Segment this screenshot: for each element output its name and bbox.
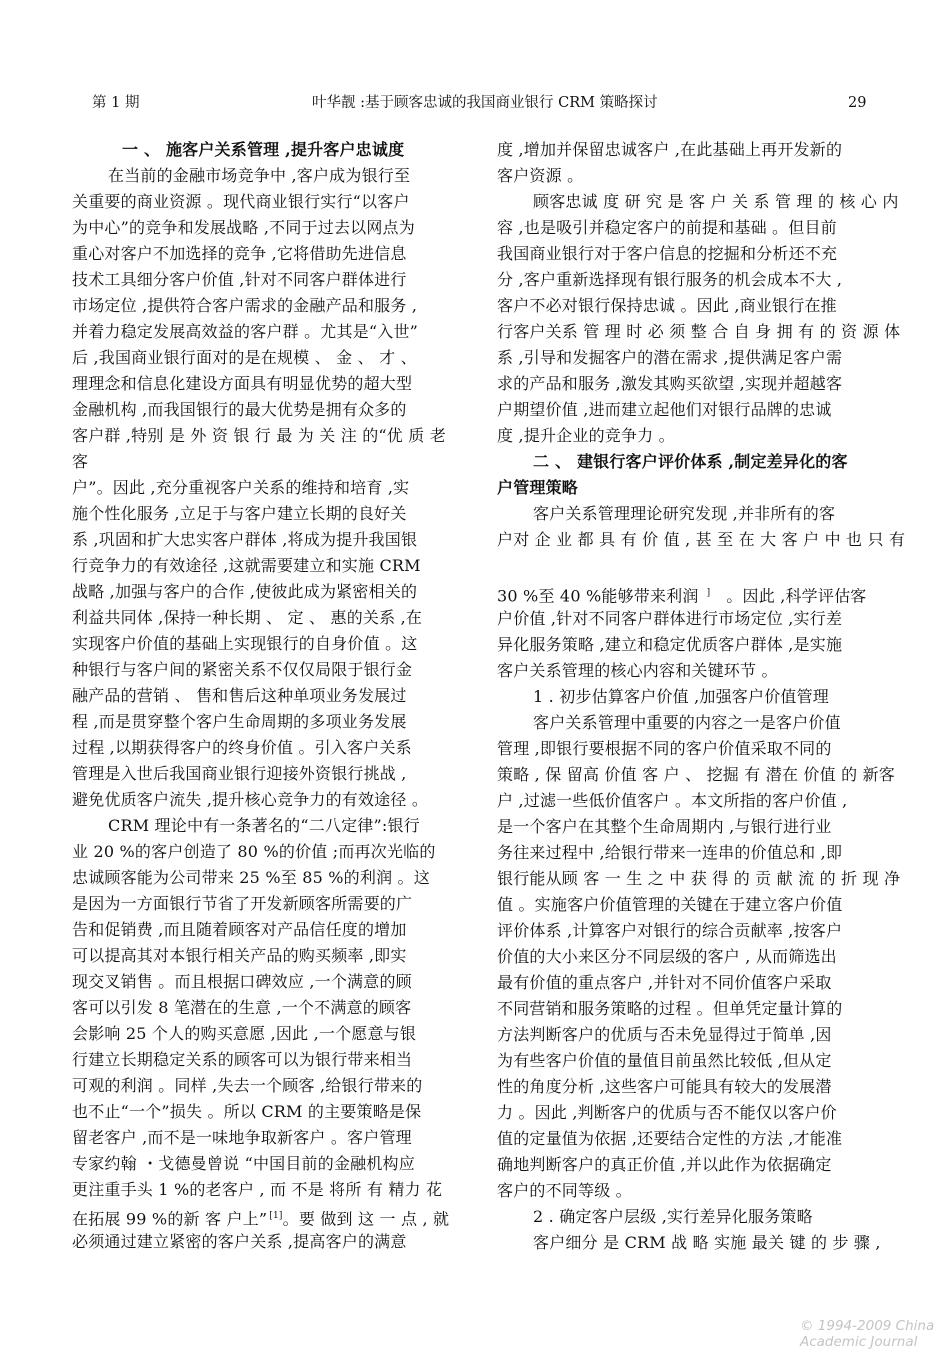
- paragraph-line: 市场定位 ,提供符合客户需求的金融产品和服务 ,: [72, 296, 418, 315]
- paragraph-line: 容 ,也是吸引并稳定客户的前提和基础 。但目前: [497, 218, 837, 237]
- paragraph-line: 并着力稳定发展高效益的客户群 。尤其是“入世”: [72, 322, 419, 341]
- paragraph-line: 后 ,我国商业银行面对的是在规模 、 金 、 才 、: [72, 348, 417, 367]
- paragraph-line: 力 。因此 ,判断客户的优质与否不能仅以客户价: [497, 1103, 837, 1122]
- paragraph-line: 程 ,而是贯穿整个客户生命周期的多项业务发展: [72, 712, 407, 731]
- section-heading-2: 二 、 建银行客户评价体系 ,制定差异化的客: [533, 452, 848, 471]
- section-heading-2-cont: 户管理策略: [497, 478, 579, 497]
- paragraph-line: 必须通过建立紧密的客户关系 ,提高客户的满意: [72, 1232, 407, 1251]
- paragraph-line: 异化服务策略 ,建立和稳定优质客户群体 ,是实施: [497, 635, 843, 654]
- paragraph-line: 客户关系管理的核心内容和关键环节 。: [497, 661, 778, 680]
- issue-label: 第 1 期: [92, 95, 140, 111]
- line-text: 。要 做到 这 一 点 , 就: [282, 1209, 450, 1229]
- paragraph-line: 我国商业银行对于客户信息的挖掘和分析还不充: [497, 244, 838, 263]
- paragraph-line: 策略 , 保 留高 价值 客 户 、 挖掘 有 潜在 价值 的 新客: [497, 765, 896, 784]
- paragraph-line: 实现客户价值的基础上实现银行的自身价值 。这: [72, 634, 418, 653]
- paragraph-line: 不同营销和服务策略的过程 。但单凭定量计算的: [497, 999, 843, 1018]
- paragraph-line: 专家约翰 ・戈德曼曾说 “中国目前的金融机构应: [72, 1154, 415, 1173]
- paragraph-line: 过程 ,以期获得客户的终身价值 。引入客户关系: [72, 738, 412, 757]
- paragraph-line: 户价值 ,针对不同客户群体进行市场定位 ,实行差: [497, 609, 843, 628]
- section-heading-1: 一 、 施客户关系管理 ,提升客户忠诚度: [122, 140, 405, 159]
- paragraph-line: 为中心”的竞争和发展战略 ,不同于过去以网点为: [72, 218, 415, 237]
- line-text: 30 %至 40 %能够带来利润: [497, 586, 699, 606]
- paragraph-line: 利益共同体 ,保持一种长期 、 定 、 惠的关系 ,在: [72, 608, 423, 627]
- paragraph-line: 客户关系管理理论研究发现 ,并非所有的客: [533, 504, 836, 523]
- paragraph-line: 方法判断客户的优质与否未免显得过于简单 ,因: [497, 1025, 832, 1044]
- paragraph-line: 管理 ,即银行要根据不同的客户价值采取不同的: [497, 739, 832, 758]
- paragraph-line: 会影响 25 个人的购买意愿 ,因此 ,一个愿意与银: [72, 1024, 417, 1043]
- paragraph-line: 战略 ,加强与客户的合作 ,使彼此成为紧密相关的: [72, 582, 418, 601]
- paragraph-line: 技术工具细分客户价值 ,针对不同客户群体进行: [72, 270, 407, 289]
- paragraph-line: 户 ,过滤一些低价值客户 。本文所指的客户价值 ,: [497, 791, 848, 810]
- paragraph-line: 分 ,客户重新选择现有银行服务的机会成本不大 ,: [497, 270, 843, 289]
- watermark-line-1: © 1994-2009 China: [800, 1318, 935, 1334]
- subsection-heading-1: 1 . 初步估算客户价值 ,加强客户价值管理: [533, 687, 830, 706]
- paragraph-line: 重心对客户不加选择的竞争 ,它将借助先进信息: [72, 244, 407, 263]
- paragraph-line: 务往来过程中 ,给银行带来一连串的价值总和 ,即: [497, 843, 843, 862]
- paragraph-line: 在当前的金融市场竞争中 ,客户成为银行至: [108, 166, 411, 185]
- watermark: [800, 1318, 934, 1350]
- running-title: 叶华靓 :基于顾客忠诚的我国商业银行 CRM 策略探讨: [312, 95, 658, 111]
- paragraph-line: 度 ,增加并保留忠诚客户 ,在此基础上再开发新的: [497, 140, 843, 159]
- paragraph-line: 理理念和信息化建设方面具有明显优势的超大型: [72, 374, 413, 393]
- line-text: 。因此 ,科学评估客: [726, 586, 867, 606]
- paragraph-line: 种银行与客户间的紧密关系不仅仅局限于银行金: [72, 660, 413, 679]
- paragraph-line: 客户群 ,特别 是 外 资 银 行 最 为 关 注 的“优 质 老: [72, 426, 446, 445]
- paragraph-line: 是一个客户在其整个生命周期内 ,与银行进行业: [497, 817, 832, 836]
- paragraph-line: 避免优质客户流失 ,提升核心竞争力的有效途径 。: [72, 790, 429, 809]
- paragraph-line: 忠诚顾客能为公司带来 25 %至 85 %的利润 。这: [72, 868, 430, 887]
- paragraph-line: 也不止“一个”损失 。所以 CRM 的主要策略是保: [72, 1102, 422, 1121]
- paragraph-line: 告和促销费 ,而且随着顾客对产品信任度的增加: [72, 920, 407, 939]
- watermark-line-2: Academic Journal: [800, 1334, 918, 1350]
- paragraph-line: 行客户关系 管 理 时 必 须 整 合 自 身 拥 有 的 资 源 体: [497, 322, 901, 341]
- paragraph-line: 最有价值的重点客户 ,并针对不同价值客户采取: [497, 973, 832, 992]
- paragraph-line: 客户关系管理中重要的内容之一是客户价值: [533, 713, 841, 732]
- paragraph-line: 系 ,引导和发掘客户的潜在需求 ,提供满足客户需: [497, 348, 843, 367]
- paragraph-line: 是因为一方面银行节省了开发新顾客所需要的广: [72, 894, 413, 913]
- paragraph-line: 户”。因此 ,充分重视客户关系的维持和培育 ,实: [72, 478, 410, 497]
- paragraph-line: 为有些客户价值的量值目前虽然比较低 ,但从定: [497, 1051, 832, 1070]
- subsection-heading-2: 2 . 确定客户层级 ,实行差异化服务策略: [533, 1207, 813, 1226]
- paragraph-line: 行建立长期稳定关系的顾客可以为银行带来相当: [72, 1050, 413, 1069]
- paragraph-line: 客: [72, 452, 89, 471]
- paragraph-line: 银行能从顾 客 一 生 之 中 获 得 的 贡 献 流 的 折 现 净: [497, 869, 901, 888]
- paragraph-line: 客可以引发 8 笔潜在的生意 ,一个不满意的顾客: [72, 998, 412, 1017]
- paragraph-line: 留老客户 ,而不是一味地争取新客户 。客户管理: [72, 1128, 412, 1147]
- paragraph-line: 性的角度分析 ,这些客户可能具有较大的发展潜: [497, 1077, 832, 1096]
- paragraph-line: 顾客忠诚 度 研 究 是 客 户 关 系 管 理 的 核 心 内: [533, 192, 899, 211]
- paragraph-line: 现交叉销售 。而且根据口碑效应 ,一个满意的顾: [72, 972, 412, 991]
- paragraph-line: 确地判断客户的真正价值 ,并以此作为依据确定: [497, 1155, 832, 1174]
- paragraph-line: 户对 企 业 都 具 有 价 值 , 甚 至 在 大 客 户 中 也 只 有: [497, 530, 906, 549]
- paragraph-line: 金融机构 ,而我国银行的最大优势是拥有众多的: [72, 400, 407, 419]
- paragraph-line: [72, 1203, 449, 1232]
- paragraph-line: 值 。实施客户价值管理的关键在于建立客户价值: [497, 895, 843, 914]
- paragraph-line: 客户细分 是 CRM 战 略 实施 最关 键 的 步 骤 ,: [533, 1233, 881, 1252]
- paragraph-line: 价值的大小来区分不同层级的客户 , 从而筛选出: [497, 947, 837, 966]
- paragraph-line: 行竞争力的有效途径 ,这就需要建立和实施 CRM: [72, 556, 421, 575]
- paragraph-line: 度 ,提升企业的竞争力 。: [497, 426, 675, 445]
- paragraph-line: 客户资源 。: [497, 166, 584, 185]
- paragraph-line: 业 20 %的客户创造了 80 %的价值 ;而再次光临的: [72, 842, 436, 861]
- paragraph-line: 可观的利润 。同样 ,失去一个顾客 ,给银行带来的: [72, 1076, 423, 1095]
- citation-ref-2: ]: [706, 588, 711, 598]
- paragraph-line: 关重要的商业资源 。现代商业银行实行“以客户: [72, 192, 410, 211]
- paragraph-line: 求的产品和服务 ,激发其购买欲望 ,实现并超越客: [497, 374, 843, 393]
- paragraph-line: [497, 580, 867, 609]
- paragraph-line: 客户的不同等级 。: [497, 1181, 632, 1200]
- page-number: 29: [848, 95, 867, 111]
- paragraph-line: 户期望价值 ,进而建立起他们对银行品牌的忠诚: [497, 400, 832, 419]
- paragraph-line: 值的定量值为依据 ,还要结合定性的方法 ,才能准: [497, 1129, 843, 1148]
- paragraph-line: 更注重手头 1 %的老客户 , 而 不是 将所 有 精力 花: [72, 1180, 443, 1199]
- paragraph-line: CRM 理论中有一条著名的“二八定律”:银行: [108, 816, 420, 835]
- line-text: 在拓展 99 %的新 客 户上”: [72, 1209, 268, 1229]
- paragraph-line: 融产品的营销 、 售和售后这种单项业务发展过: [72, 686, 407, 705]
- paragraph-line: 可以提高其对本银行相关产品的购买频率 ,即实: [72, 946, 407, 965]
- paragraph-line: 管理是入世后我国商业银行迎接外资银行挑战 ,: [72, 764, 407, 783]
- paragraph-line: 客户不必对银行保持忠诚 。因此 ,商业银行在推: [497, 296, 837, 315]
- paragraph-line: 评价体系 ,计算客户对银行的综合贡献率 ,按客户: [497, 921, 843, 940]
- citation-ref-1: [1]: [269, 1211, 283, 1221]
- paragraph-line: 系 ,巩固和扩大忠实客户群体 ,将成为提升我国银: [72, 530, 418, 549]
- paragraph-line: 施个性化服务 ,立足于与客户建立长期的良好关: [72, 504, 407, 523]
